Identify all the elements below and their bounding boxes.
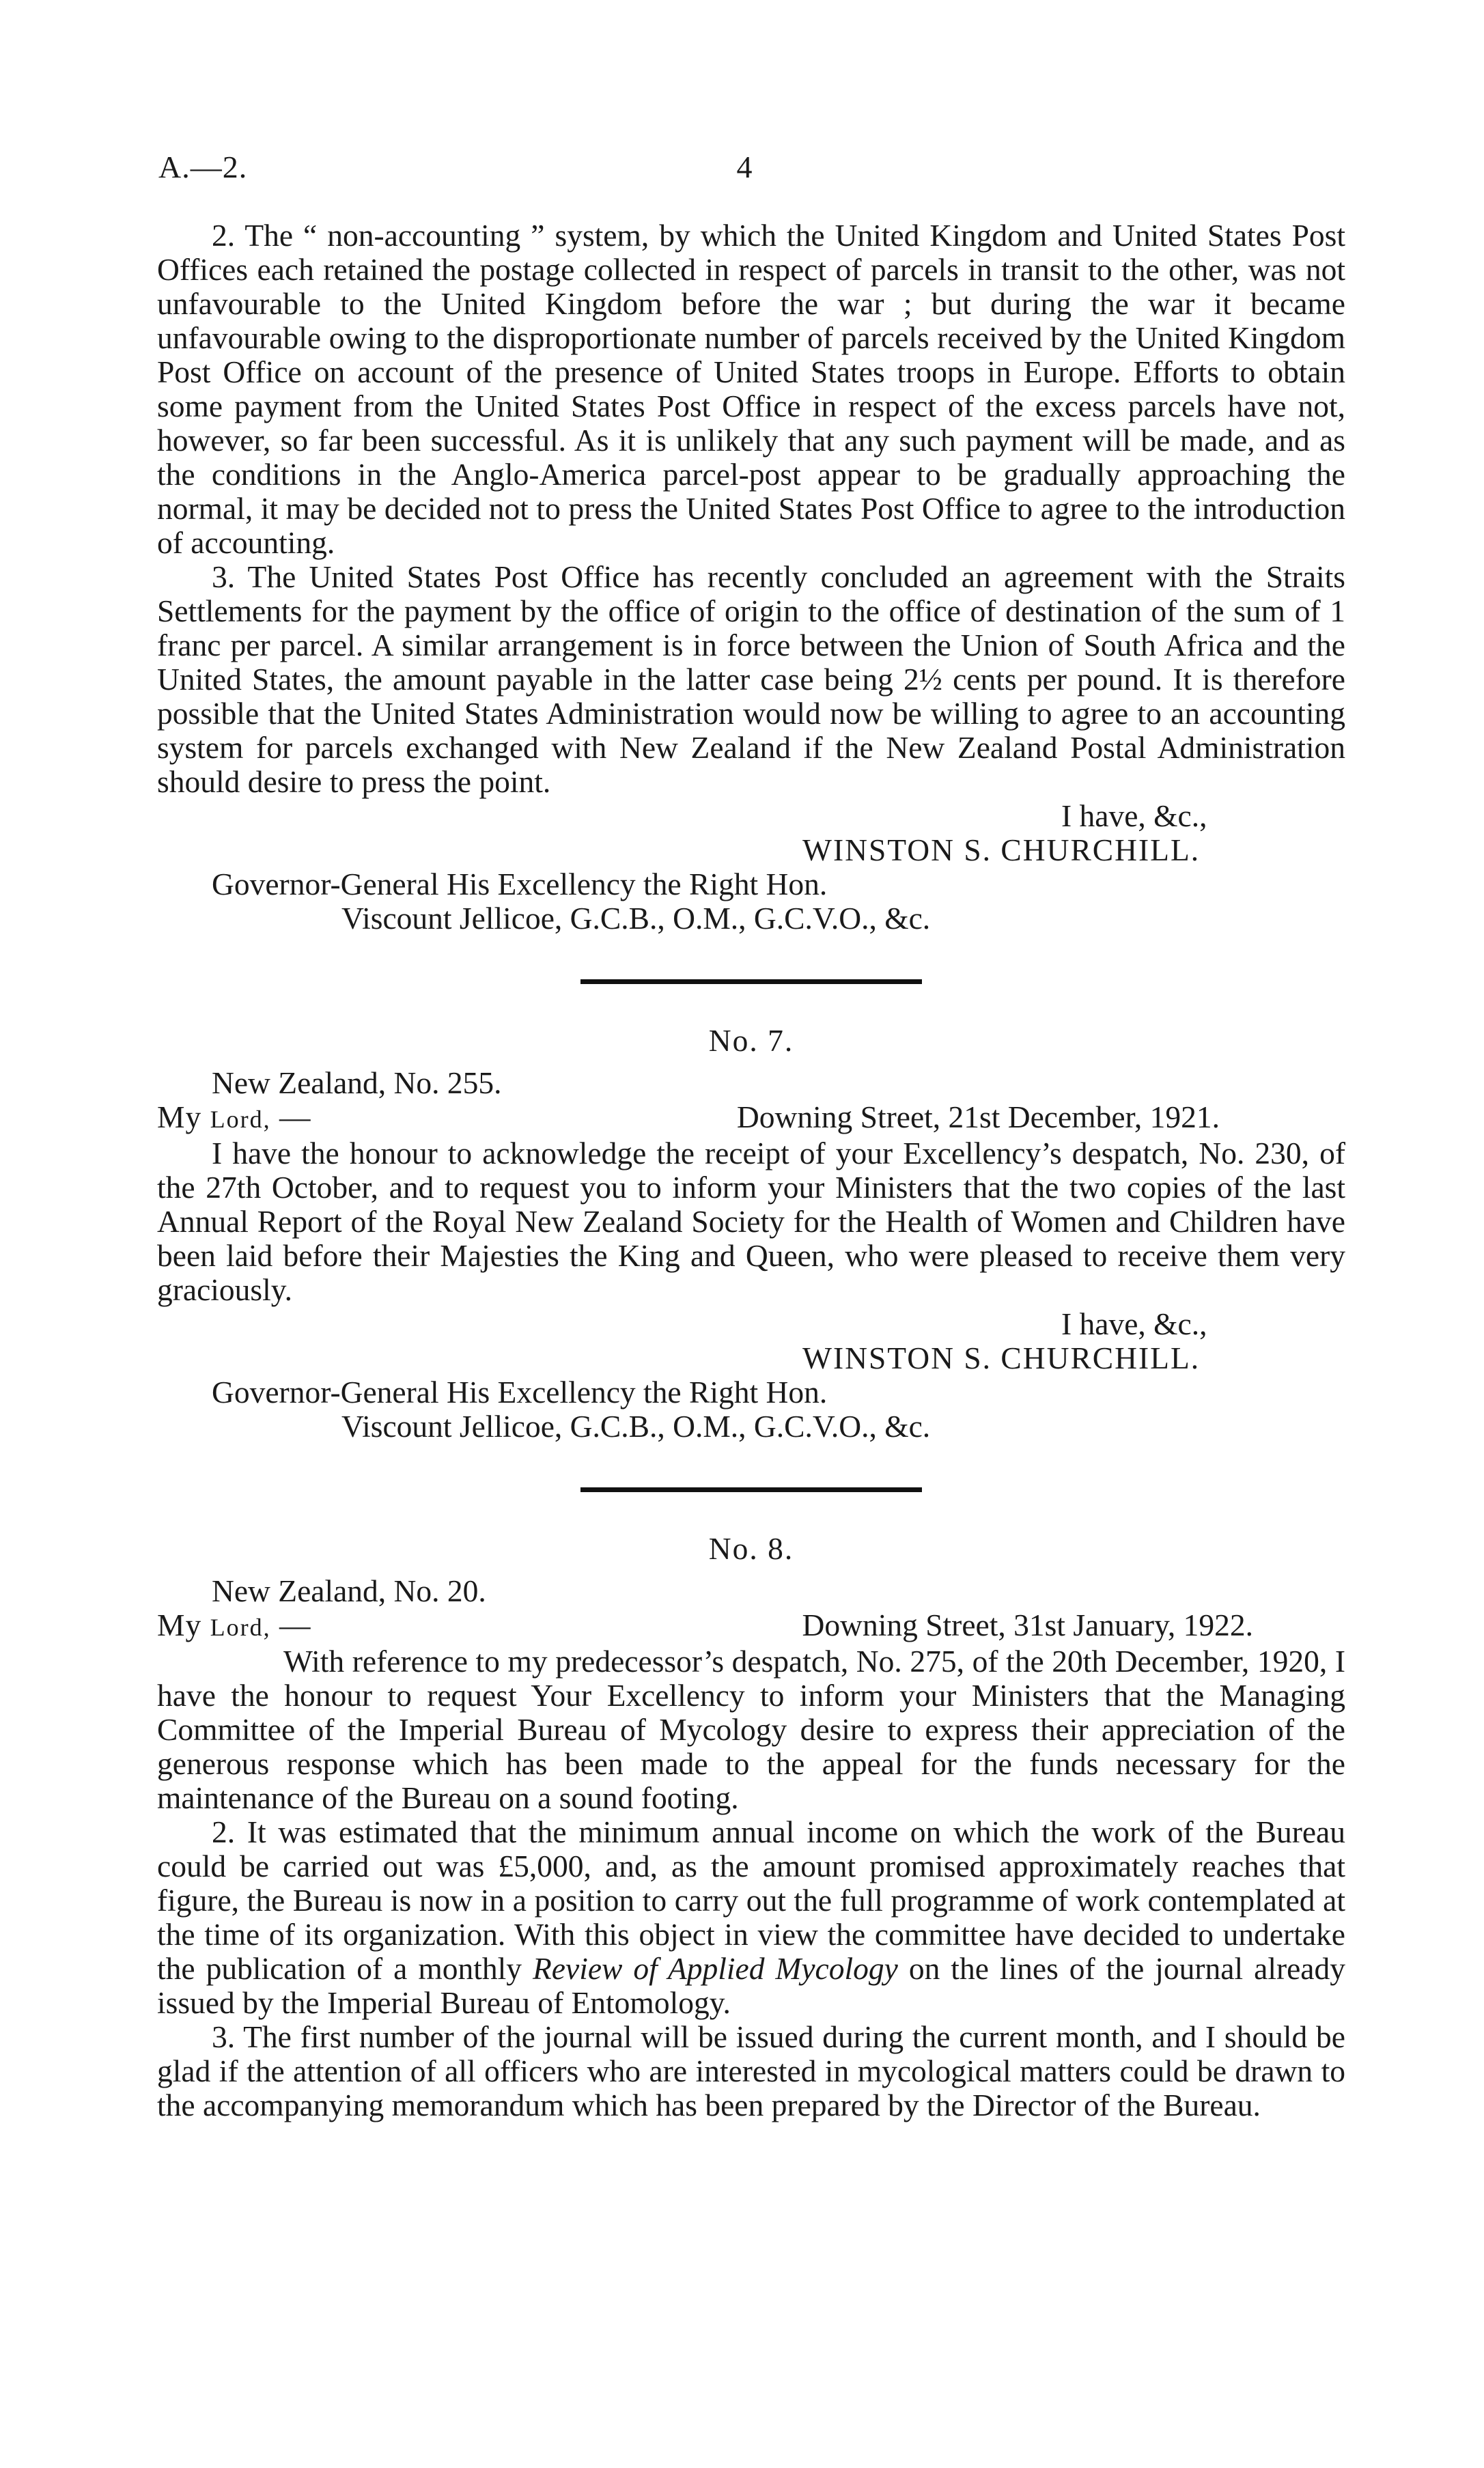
- addressee-line-2: Viscount Jellicoe, G.C.B., O.M., G.C.V.O., &c.: [341, 901, 931, 936]
- addressee-line-1: Governor-General His Excellency the Right Hon.: [212, 1375, 828, 1410]
- paragraph-3: 3. The United States Post Office has recently concluded an agreement with the Straits Settlements for the payment by the office of origin to the office of destination of the sum of 1 franc per parcel. A similar arrangement is in force between the Union of South Africa and the United States, the amount payable in the latter case being 2½ cents per pound. It is therefore possible that the United States Administration would now be willing to agree to an accounting system for parcels exchanged with New Zealand if the New Zealand Postal Administration should desire to press the point.: [157, 559, 1345, 799]
- document-body: [157, 219, 1345, 2122]
- paragraph-2: 2. It was estimated that the minimum annual income on which the work of the Bureau could be carried out was £5,000, and, as the amount promised approximately reaches that figure, the Bureau is now in a position to carry out the full programme of work contemplated at the time of its organization. With this object in view the committee have decided to undertake the publication of a monthly Review of Applied Mycology on the lines of the journal already issued by the Imperial Bureau of Entomology.: [157, 1814, 1345, 2020]
- paragraph-2: 2. The “ non-accounting ” system, by which the United Kingdom and United States Post Offices each retained the postage collected in respect of parcels in transit to the other, was not unfavourable to the United Kingdom before the war ; but during the war it became unfavourable owing to the disproportionate number of parcels received by the United Kingdom Post Office on account of the presence of United States troops in Europe. Efforts to obtain some payment from the United States Post Office in respect of the excess parcels have not, however, so far been successful. As it is unlikely that any such payment will be made, and as the conditions in the Anglo-America parcel-post appear to be gradually approaching the normal, it may be decided not to press the United States Post Office to agree to the introduction of accounting.: [157, 218, 1345, 560]
- place-date: Downing Street, 31st January, 1922.: [802, 1608, 1253, 1642]
- section-divider: [580, 979, 922, 984]
- despatch-no-8: [157, 1532, 1345, 2122]
- addressee-line-1: Governor-General His Excellency the Right Hon.: [212, 867, 828, 901]
- closing-formula: I have, &c.,: [1061, 1306, 1207, 1341]
- page-reference: A.—2.: [158, 150, 248, 184]
- signature: WINSTON S. CHURCHILL.: [802, 832, 1201, 867]
- despatch-body: I have the honour to acknowledge the receipt of your Excellency’s despatch, No. 230, of the 27th October, and to request you to inform your Ministers that the two copies of the last Annual Report of the Royal New Zealand Society for the Health of Women and Children have been laid before their Majesties the King and Queen, who were pleased to receive them very graciously.: [157, 1136, 1345, 1307]
- closing-formula: I have, &c.,: [1061, 798, 1207, 833]
- paragraph-3: 3. The first number of the journal will be issued during the current month, and I should be glad if the attention of all officers who are interested in mycological matters could be drawn to the accompanying memorandum which has been prepared by the Director of the Bureau.: [157, 2019, 1345, 2122]
- despatch-heading: No. 7.: [708, 1023, 794, 1058]
- journal-title: Review of Applied Mycology: [533, 1951, 898, 1986]
- despatch-continuation: [157, 219, 1345, 936]
- place-date: Downing Street, 21st December, 1921.: [736, 1099, 1220, 1134]
- despatch-no-7: [157, 1024, 1345, 1444]
- signature: WINSTON S. CHURCHILL.: [802, 1341, 1201, 1375]
- paragraph-1: With reference to my predecessor’s despatch, No. 275, of the 20th December, 1920, I have the honour to request Your Excellency to inform your Ministers that the Managing Committee of the Imperial Bureau of Mycology desire to express their appreciation of the generous response which has been made to the appeal for the funds necessary for the maintenance of the Bureau on a sound footing.: [157, 1644, 1345, 1815]
- salutation: My Lord, —: [157, 1099, 311, 1134]
- despatch-reference: New Zealand, No. 20.: [212, 1573, 486, 1608]
- section-divider: [580, 1487, 922, 1492]
- despatch-reference: New Zealand, No. 255.: [212, 1065, 502, 1100]
- salutation-line: [157, 1608, 1345, 1644]
- salutation: My Lord, —: [157, 1608, 311, 1642]
- addressee-line-2: Viscount Jellicoe, G.C.B., O.M., G.C.V.O., &c.: [341, 1409, 931, 1444]
- page-number: 4: [736, 150, 753, 184]
- despatch-heading: No. 8.: [708, 1531, 794, 1566]
- salutation-line: [157, 1100, 1345, 1136]
